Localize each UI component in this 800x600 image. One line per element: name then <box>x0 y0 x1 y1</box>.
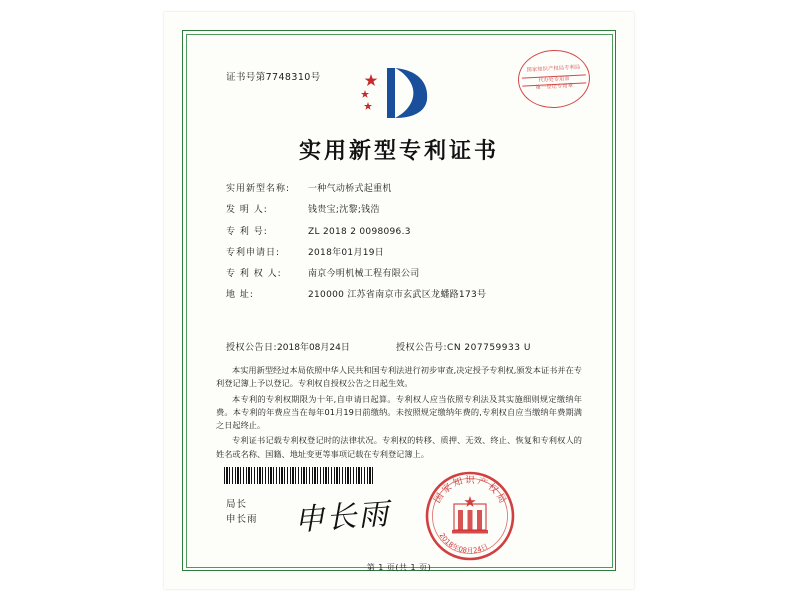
publication-number-value: CN 207759933 U <box>447 343 531 353</box>
publication-row <box>226 340 586 353</box>
barcode <box>224 467 374 484</box>
field-value: ZL 2018 2 0098096.3 <box>308 226 411 237</box>
field-label: 实用新型名称: <box>226 184 291 194</box>
signature-block <box>226 498 258 527</box>
field-label: 专 利 权 人: <box>226 269 282 280</box>
official-red-seal <box>424 470 516 562</box>
legal-paragraph-2: 本专利的专利权期限为十年,自申请日起算。专利权人应当依照专利法及其实施细则规定缴纳年费。本专利的年费应当在每年01月19日前缴纳。未按照规定缴纳年费的,专利权自应当缴纳年费期满之日起终止。 <box>216 393 582 431</box>
field-value: 2018年01月19日 <box>308 247 385 258</box>
logo-letter-p <box>387 68 427 118</box>
field-application-date <box>226 248 576 259</box>
certificate-fields <box>226 184 576 312</box>
certificate-sheet <box>164 12 634 589</box>
legal-text <box>216 364 582 463</box>
field-value: 一种气动桥式起重机 <box>308 184 392 194</box>
field-inventor <box>226 205 576 216</box>
seal-arc-text: 国家知识产权局 <box>432 474 509 507</box>
field-label: 专 利 号: <box>226 226 268 237</box>
page-title: 实用新型专利证书 <box>298 139 499 164</box>
publication-date-value: 2018年08月24日 <box>277 343 350 353</box>
field-patent-number <box>226 227 576 238</box>
publication-date-label: 授权公告日: <box>226 343 278 353</box>
field-value: 210000 江苏省南京市玄武区龙蟠路173号 <box>308 290 487 301</box>
field-value: 钱贵宝;沈黎;钱浩 <box>308 205 380 216</box>
field-patentee <box>226 269 576 280</box>
seal-top-line3: 代办处专用章 <box>522 74 586 87</box>
handwritten-signature: 申长雨 <box>293 496 392 539</box>
legal-paragraph-1: 本实用新型经过本局依照中华人民共和国专利法进行初步审查,决定授予专利权,颁发本证书并在专利登记簿上予以登记。专利权自授权公告之日起生效。 <box>216 365 582 389</box>
director-title: 局长 <box>226 499 248 510</box>
seal-date-text: 2018年08月24日 <box>437 531 490 556</box>
page-footer: 第 1 页(共 1 页) <box>366 563 432 572</box>
field-address <box>226 290 576 301</box>
publication-number <box>396 340 586 353</box>
patent-office-logo <box>164 60 634 122</box>
certificate-number: 证书号第7748310号 <box>226 72 321 83</box>
legal-paragraph-3: 专利证书记载专利权登记时的法律状况。专利权的转移、质押、无效、终止、恢复和专利权人的姓名或名称、国籍、地址变更等事项记载在专利登记簿上。 <box>216 435 582 459</box>
seal-top-line1: 国家知识产权局专利局 <box>526 64 581 74</box>
field-label: 发 明 人: <box>226 205 268 216</box>
seal-top-line4: 第一登记专用章 <box>535 83 574 92</box>
publication-number-label: 授权公告号: <box>396 343 448 353</box>
field-utility-model-name <box>226 184 576 195</box>
logo-graphic <box>339 60 459 122</box>
publication-date <box>226 340 396 353</box>
director-name: 申长雨 <box>226 513 258 525</box>
logo-stars <box>361 74 378 110</box>
field-value: 南京今明机械工程有限公司 <box>308 269 420 280</box>
field-label: 专利申请日: <box>226 247 281 258</box>
field-label: 地 址: <box>226 290 254 301</box>
official-seal-graphic <box>424 470 516 562</box>
